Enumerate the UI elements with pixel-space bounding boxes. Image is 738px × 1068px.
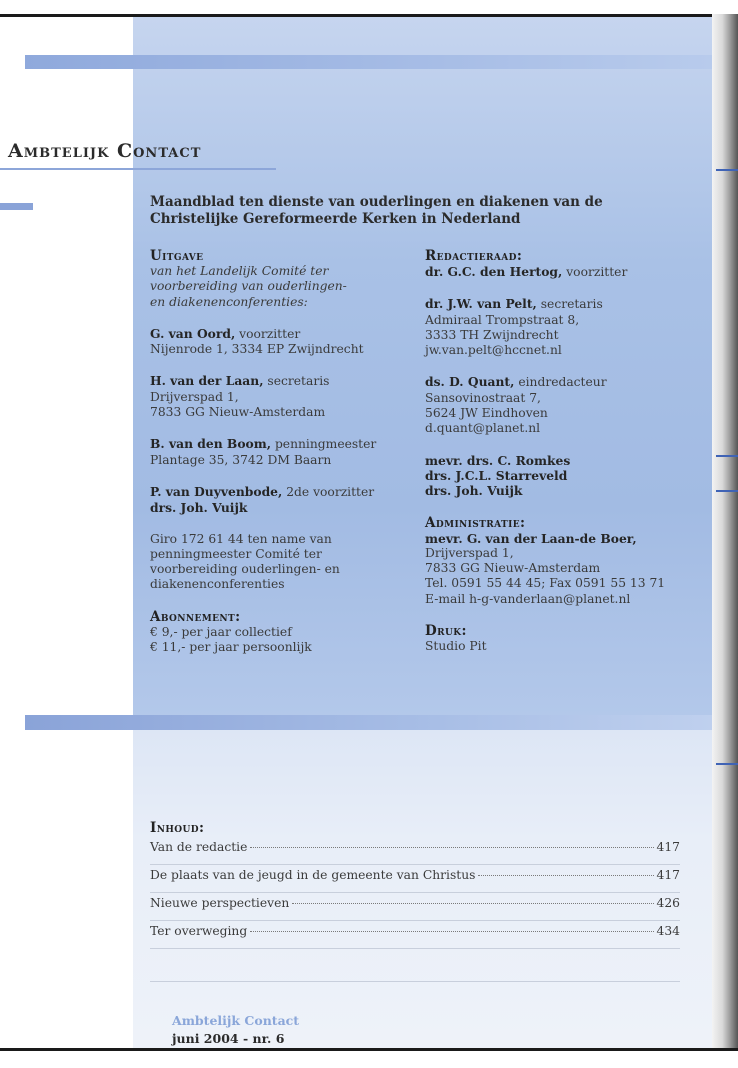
- redactieraad-heading: Redactieraad:: [425, 248, 523, 264]
- uitgave-text-line: voorbereiding van ouderlingen-: [150, 279, 347, 294]
- druk-text: Studio Pit: [425, 639, 487, 654]
- contact-address-line: Sansovinostraat 7,: [425, 390, 541, 405]
- abonnement-line: € 11,- per jaar persoonlijk: [150, 640, 312, 655]
- edge-tick-mark: [716, 490, 738, 492]
- contact-phone: Tel. 0591 55 44 45; Fax 0591 55 13 71: [425, 576, 666, 591]
- contact-email: E-mail h-g-vanderlaan@planet.nl: [425, 591, 631, 606]
- druk-heading: Druk:: [425, 623, 467, 640]
- administratie-heading: Administratie:: [425, 514, 526, 531]
- giro-line: diakenenconferenties: [150, 577, 285, 592]
- contact-address-line: 7833 GG Nieuw-Amsterdam: [150, 405, 326, 420]
- contact-address-line: Nijenrode 1, 3334 EP Zwijndrecht: [150, 342, 364, 357]
- contact-name: mevr. G. van der Laan-de Boer,: [425, 530, 637, 546]
- giro-line: penningmeester Comité ter: [150, 546, 322, 561]
- left-tab-marker: [0, 203, 33, 210]
- toc-entry: [150, 840, 680, 865]
- edge-tick-mark: [716, 169, 738, 171]
- toc-entry-page: 434: [656, 924, 680, 938]
- contact-address-line: 7833 GG Nieuw-Amsterdam: [425, 561, 601, 576]
- uitgave-heading: Uitgave: [150, 248, 204, 264]
- colophon-left-column: [150, 248, 400, 671]
- contact-name: ds. D. Quant,: [425, 374, 515, 390]
- redactieraad-block: [425, 248, 715, 280]
- member-name: drs. Joh. Vuijk: [425, 483, 523, 499]
- contact-address-line: Plantage 35, 3742 DM Baarn: [150, 452, 332, 467]
- druk-block: [425, 623, 715, 654]
- uitgave-text-line: en diakenenconferenties:: [150, 294, 308, 309]
- contact-role: voorzitter: [235, 326, 301, 341]
- footer-issue-number: juni 2004 - nr. 6: [172, 1031, 285, 1046]
- contact-email: jw.van.pelt@hccnet.nl: [425, 343, 562, 358]
- contact-secretary: [150, 373, 400, 420]
- contact-role: secretaris: [536, 297, 603, 312]
- toc-leader-dots: [250, 931, 653, 932]
- contact-vice-chair: [150, 484, 400, 516]
- publication-subtitle: Maandblad ten dienste van ouderlingen en diakenen van de Christelijke Gereformeerde Kerken in Nederland: [150, 194, 603, 227]
- contact-name: B. van den Boom,: [150, 436, 272, 452]
- contact-address-line: Admiraal Trompstraat 8,: [425, 312, 580, 327]
- contact-address-line: Drijverspad 1,: [425, 545, 514, 560]
- masthead-underline: [0, 168, 276, 170]
- giro-line: voorbereiding ouderlingen- en: [150, 562, 340, 577]
- contact-name: drs. Joh. Vuijk: [150, 500, 248, 516]
- abonnement-block: [150, 609, 400, 656]
- abonnement-heading: Abonnement:: [150, 608, 241, 625]
- toc-entry-title: De plaats van de jeugd in de gemeente van Christus: [150, 868, 476, 882]
- contact-name: dr. J.W. van Pelt,: [425, 296, 537, 312]
- editorial-secretary: [425, 296, 715, 358]
- member-name: mevr. drs. C. Romkes: [425, 452, 571, 468]
- top-color-band: [25, 55, 712, 69]
- footer-journal-name: Ambtelijk Contact: [172, 1013, 300, 1028]
- toc-entry-title: Nieuwe perspectieven: [150, 896, 290, 910]
- toc-entry-page: 417: [656, 840, 680, 854]
- contact-address-line: 5624 JW Eindhoven: [425, 406, 548, 421]
- edge-tick-mark: [716, 455, 738, 457]
- toc-entry-page: 417: [656, 868, 680, 882]
- abonnement-line: € 9,- per jaar collectief: [150, 624, 292, 639]
- toc-entry: [150, 924, 680, 949]
- contact-role: 2de voorzitter: [282, 484, 375, 499]
- contact-name: G. van Oord,: [150, 325, 236, 341]
- edge-tick-mark: [716, 763, 738, 765]
- contact-address-line: Drijverspad 1,: [150, 389, 239, 404]
- contact-role: eindredacteur: [514, 375, 607, 390]
- masthead-title: Ambtelijk Contact: [8, 140, 202, 162]
- administratie-block: [425, 515, 715, 607]
- contact-name: P. van Duyvenbode,: [150, 483, 283, 499]
- contact-name: H. van der Laan,: [150, 373, 264, 389]
- contact-name: dr. G.C. den Hertog,: [425, 264, 563, 279]
- editor-in-chief: [425, 374, 715, 436]
- giro-block: [150, 532, 400, 593]
- toc-leader-dots: [478, 875, 653, 876]
- table-of-contents: [150, 820, 680, 949]
- toc-entry: [150, 896, 680, 921]
- toc-leader-dots: [250, 847, 653, 848]
- contact-treasurer: [150, 436, 400, 468]
- colophon-right-column: [425, 248, 715, 670]
- toc-entry: [150, 868, 680, 893]
- editorial-members: [425, 453, 715, 499]
- toc-heading: Inhoud:: [150, 820, 205, 836]
- toc-entry-title: Ter overweging: [150, 924, 248, 938]
- page-footer: [172, 1012, 299, 1048]
- giro-line: Giro 172 61 44 ten name van: [150, 531, 332, 546]
- contact-role: secretaris: [263, 374, 330, 389]
- contact-chair: [150, 326, 400, 358]
- contact-role: voorzitter: [562, 265, 628, 279]
- toc-leader-dots: [292, 903, 653, 904]
- uitgave-block: [150, 248, 400, 310]
- member-name: drs. J.C.L. Starreveld: [425, 467, 568, 483]
- toc-entry-page: 426: [656, 896, 680, 910]
- contact-email: d.quant@planet.nl: [425, 421, 541, 436]
- footer-divider: [150, 981, 680, 982]
- bottom-border: [0, 1048, 738, 1051]
- toc-entry-title: Van de redactie: [150, 840, 248, 854]
- contact-role: penningmeester: [271, 437, 377, 452]
- middle-color-band: [25, 715, 712, 730]
- contact-address-line: 3333 TH Zwijndrecht: [425, 327, 559, 342]
- uitgave-text-line: van het Landelijk Comité ter: [150, 264, 329, 278]
